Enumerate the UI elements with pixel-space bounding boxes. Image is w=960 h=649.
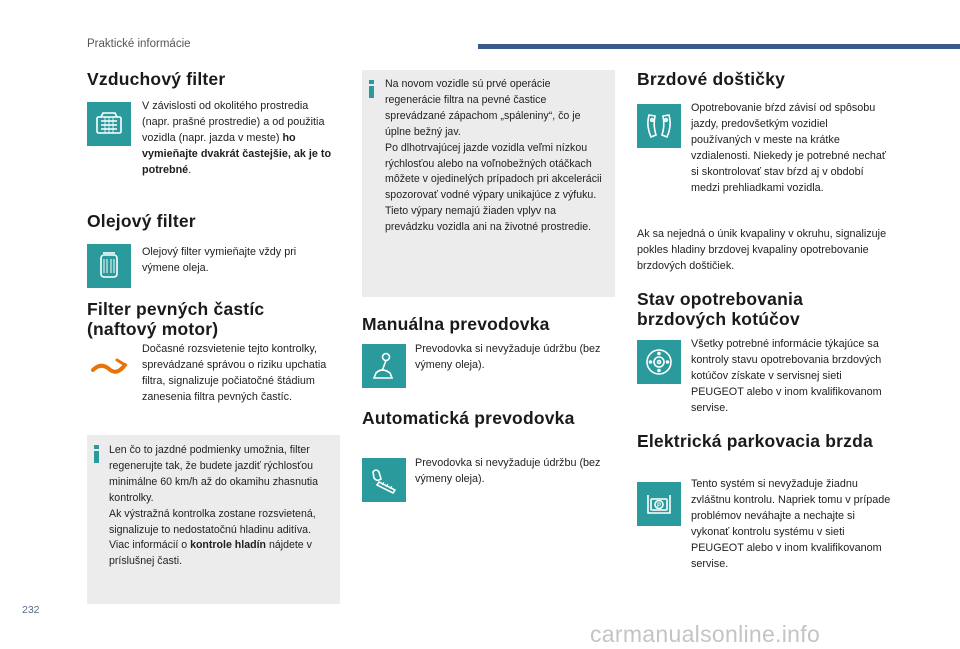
oil-filter-icon xyxy=(87,244,131,288)
particle-filter-title xyxy=(87,299,264,339)
parking-brake-text: Tento systém si nevyžaduje žiadnu zvláštnu kontrolu. Napriek tomu v prípade problémov neváhajte a nechajte si vykonať kontrolu systému v sieti PEUGEOT alebo v inom kvalifikovanom servise. xyxy=(691,478,891,570)
brake-disc-title xyxy=(637,289,803,329)
manual-gearbox-text: Prevodovka si nevyžaduje údržbu (bez výmeny oleja). xyxy=(415,343,601,371)
particle-filter-text: Dočasné rozsvietenie tejto kontrolky, sprevádzané správou o riziku upchatia filtra, signalizuje počiatočné štádium zanesenia filtra pevných častíc. xyxy=(142,343,327,403)
watermark: carmanualsonline.info xyxy=(590,621,821,647)
brake-disc-icon xyxy=(637,340,681,384)
automatic-gearbox-text: Prevodovka si nevyžaduje údržbu (bez výmeny oleja). xyxy=(415,457,601,485)
brake-disc-title-line1: Stav opotrebovania xyxy=(637,289,803,309)
automatic-gearbox-icon xyxy=(362,458,406,502)
brake-disc-text: Všetky potrebné informácie týkajúce sa kontroly stavu opotrebovania brzdových kotúčov získate v servisnej sieti PEUGEOT alebo v inom kvalifikovanom servise. xyxy=(691,338,882,414)
brake-pads-icon xyxy=(637,104,681,148)
automatic-gearbox-title: Automatická prevodovka xyxy=(362,408,575,428)
electric-parking-brake-icon xyxy=(637,482,681,526)
info-note-first-regeneration xyxy=(362,70,615,297)
manual-gearbox-title: Manuálna prevodovka xyxy=(362,314,550,334)
header-accent-bar xyxy=(478,44,960,49)
manual-gearbox-icon xyxy=(362,344,406,388)
brake-pads-text: Opotrebovanie bŕzd závisí od spôsobu jazdy, predovšetkým vozidiel používaných v meste na krátke vzdialenosti. Niekedy je potrebné nechať si skontrolovať stav bŕzd aj v období medzi prehliadkami vozidla. xyxy=(691,102,886,194)
info-icon xyxy=(369,80,374,98)
oil-filter-title: Olejový filter xyxy=(87,211,196,231)
particle-filter-title-line2: (naftový motor) xyxy=(87,319,219,339)
particle-filter-title-line1: Filter pevných častíc xyxy=(87,299,265,319)
brake-fluid-text: Ak sa nejedná o únik kvapaliny v okruhu, signalizuje pokles hladiny brzdovej kvapaliny opotrebovanie brzdových doštičiek. xyxy=(637,228,887,272)
page-number: 232 xyxy=(22,604,40,616)
section-label: Praktické informácie xyxy=(87,38,191,50)
info-icon xyxy=(94,445,99,463)
info-note-regeneration xyxy=(87,435,340,604)
brake-disc-title-line2: brzdových kotúčov xyxy=(637,309,800,329)
info-note-text: Na novom vozidle sú prvé operácie regenerácie filtra na pevné častice sprevádzané zápachom „spáleniny“, čo je úplne bežný jav. Po dlhotrvajúcej jazde vozidla veľmi nízkou rýchlosťou alebo na voľnobežných otáčkach môžete v ojedinelých prípadoch pri akcelerácii spozorovať vodné výpary unikajúce z výfuku. Tieto výpary nemajú žiaden vplyv na prevádzku vozidla ani na životné prostredie. xyxy=(385,78,602,234)
svg-text:P: P xyxy=(656,503,662,509)
info-note-text: Len čo to jazdné podmienky umožnia, filter regenerujte tak, že budete jazdiť rýchlosťou minimálne 60 km/h až do okamihu zhasnutia kontrolky. Ak výstražná kontrolka zostane rozsvietená, signalizuje to nedostatočnú hladinu aditíva. Viac informácií o kontrole hladín nájdete v príslušnej časti. xyxy=(109,444,319,568)
air-filter-title: Vzduchový filter xyxy=(87,69,226,89)
brake-pads-title: Brzdové doštičky xyxy=(637,69,786,89)
parking-brake-title: Elektrická parkovacia brzda xyxy=(637,431,873,451)
cabin-filter-icon xyxy=(87,102,131,146)
particle-filter-warning-icon xyxy=(87,352,131,382)
oil-filter-text: Olejový filter vymieňajte vždy pri výmene oleja. xyxy=(142,246,297,274)
air-filter-text: V závislosti od okolitého prostredia (napr. prašné prostredie) a od použitia vozidla (napr. jazda v meste) ho vymieňajte dvakrát častejšie, ak je to potrebné. xyxy=(142,100,332,176)
